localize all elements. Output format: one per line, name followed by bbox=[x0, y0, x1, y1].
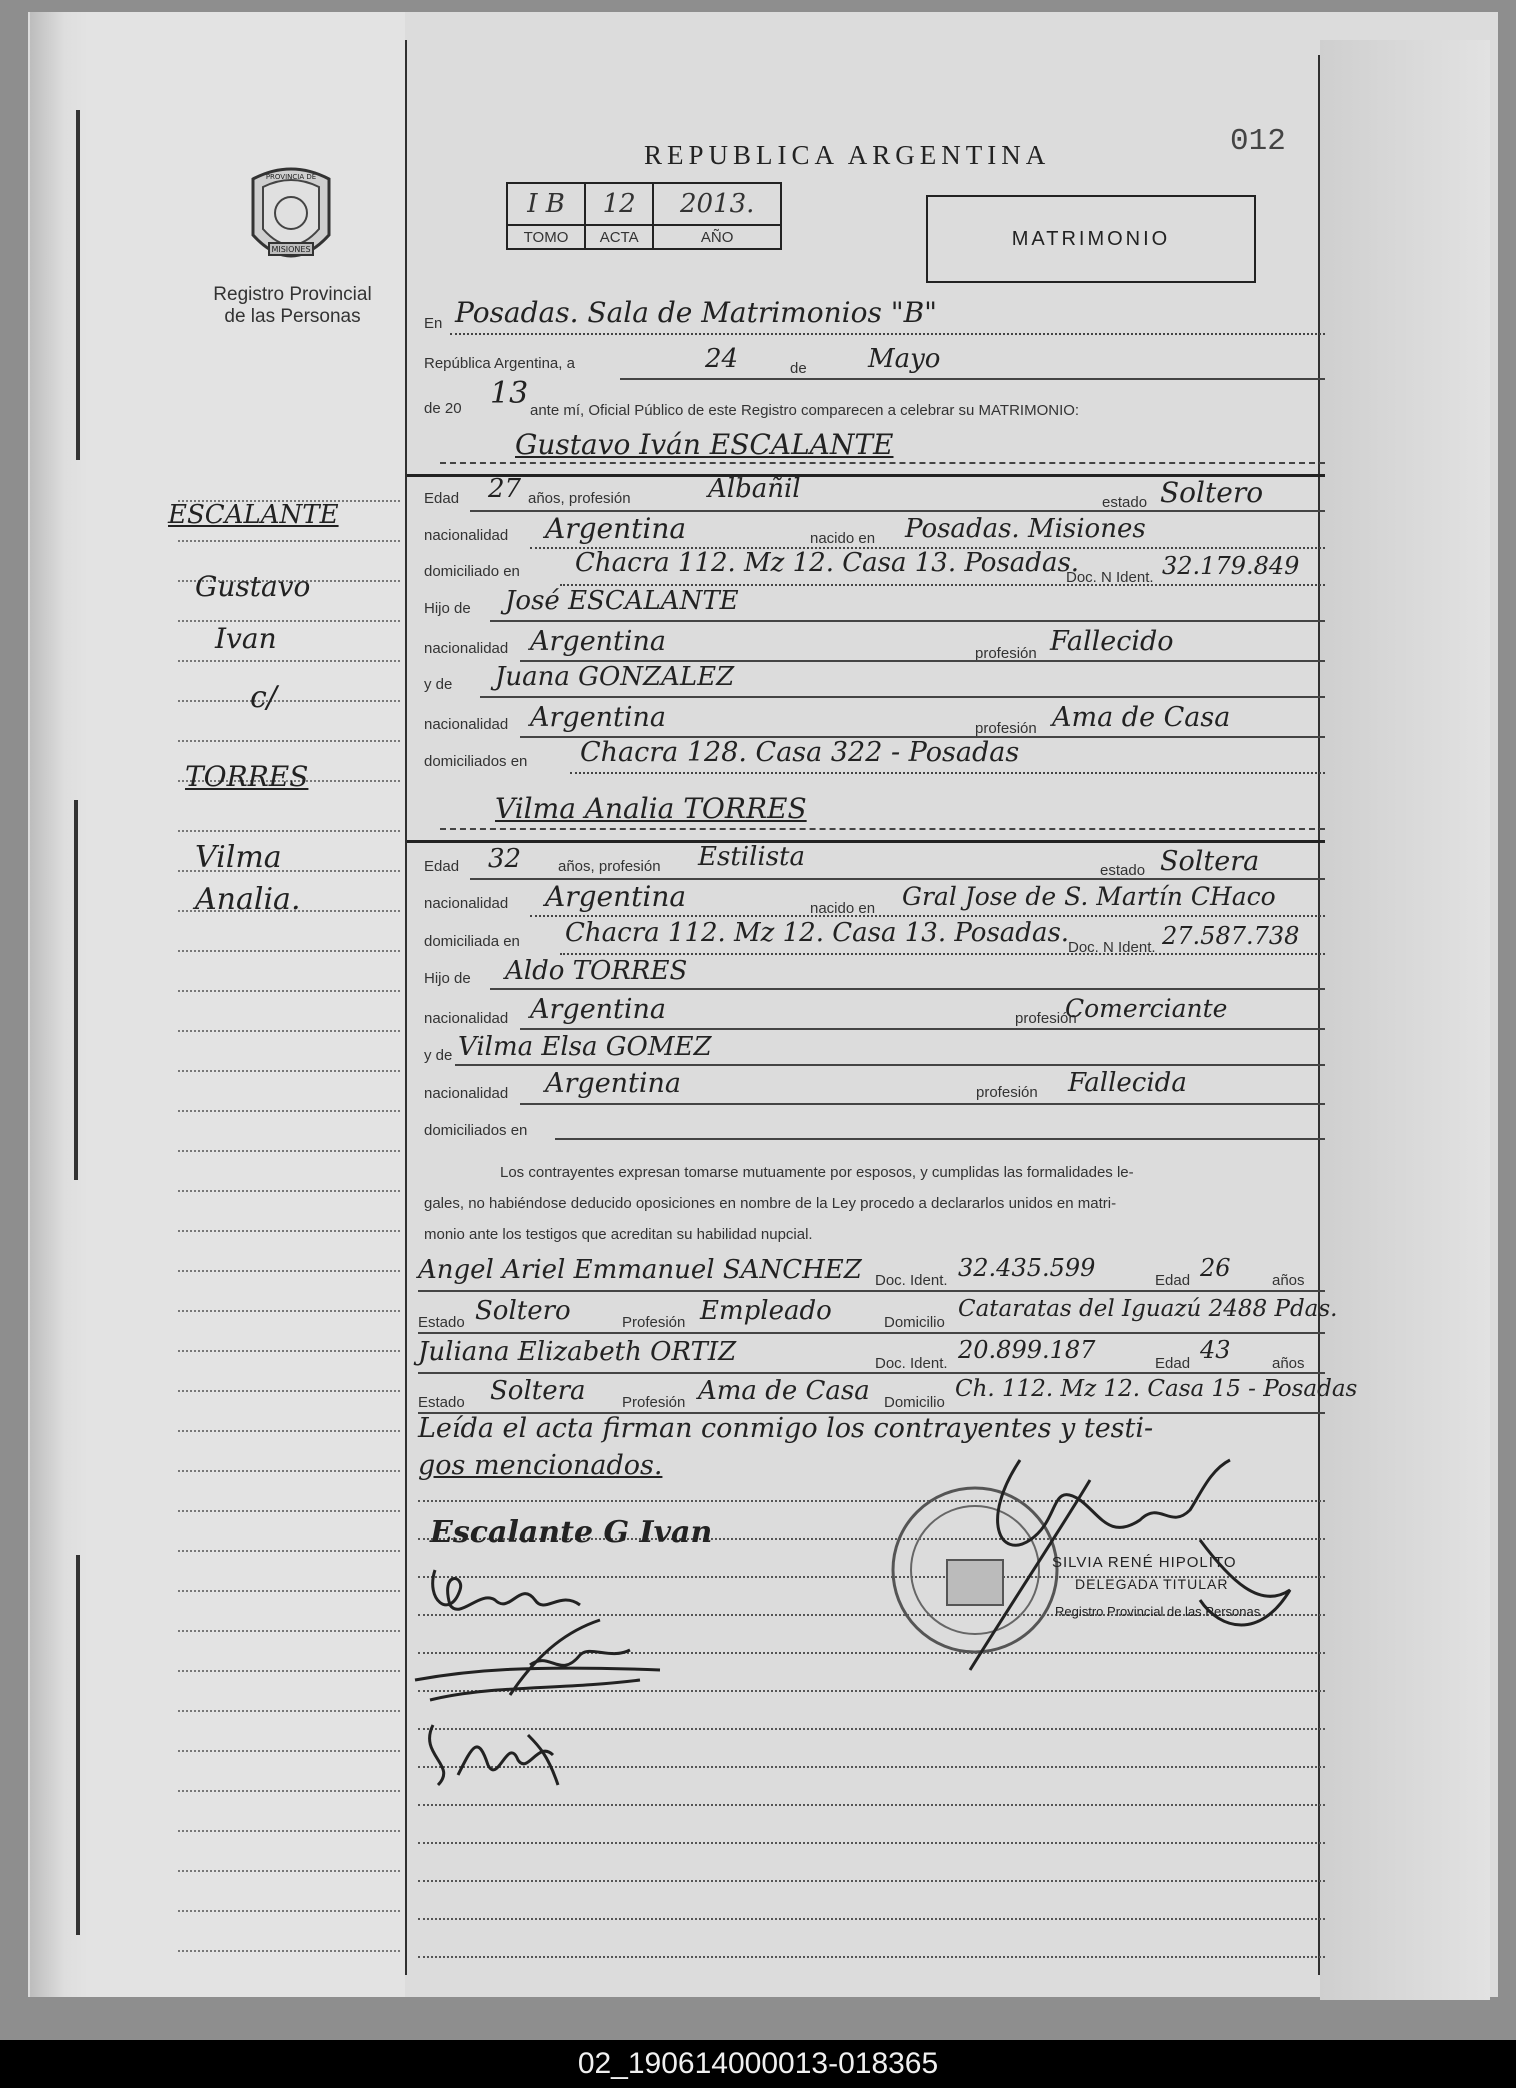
bride-father-nationality: Argentina bbox=[530, 994, 667, 1025]
groom-address: Chacra 112. Mz 12. Casa 13. Posadas. bbox=[575, 548, 1080, 578]
groom-parents-address: Chacra 128. Casa 322 - Posadas bbox=[580, 737, 1020, 768]
svg-text:PROVINCIA DE: PROVINCIA DE bbox=[265, 173, 317, 181]
label-domiciliado: domiciliado en bbox=[424, 563, 520, 580]
closing-line-1: Leída el acta firman conmigo los contrayentes y testi- bbox=[418, 1413, 1154, 1444]
groom-nationality: Argentina bbox=[545, 512, 687, 545]
act-type-box: MATRIMONIO bbox=[926, 195, 1256, 283]
margin-note-surname: ESCALANTE bbox=[168, 500, 339, 530]
margin-rule bbox=[178, 1070, 400, 1072]
margin-rule bbox=[178, 950, 400, 952]
folio-number: 012 bbox=[1230, 124, 1286, 159]
official-office: Registro Provincial de las Personas bbox=[1055, 1604, 1261, 1619]
label-republica: República Argentina, a bbox=[424, 355, 575, 372]
label-anos: años bbox=[1272, 1272, 1305, 1289]
label-profesion: profesión bbox=[976, 1084, 1038, 1101]
bride-father: Aldo TORRES bbox=[505, 956, 688, 986]
label-estado: Estado bbox=[418, 1314, 465, 1331]
label-estado: estado bbox=[1100, 862, 1146, 879]
groom-status: Soltero bbox=[1160, 476, 1264, 509]
margin-note-firstname-2: Vilma bbox=[195, 840, 282, 875]
label-year: de 20 bbox=[424, 400, 462, 417]
sheet-edge bbox=[1320, 40, 1490, 2000]
margin-rule bbox=[178, 620, 400, 622]
tomo-label: TOMO bbox=[507, 225, 585, 249]
svg-text:MISIONES: MISIONES bbox=[271, 245, 311, 254]
rule bbox=[560, 953, 1325, 955]
declaration-line-1: Los contrayentes expresan tomarse mutuamente por esposos, y cumplidas las formalidades le- bbox=[500, 1164, 1134, 1181]
declaration-line-3: monio ante los testigos que acreditan su habilidad nupcial. bbox=[424, 1226, 813, 1243]
margin-rule bbox=[178, 990, 400, 992]
bride-mother-nationality: Argentina bbox=[545, 1068, 682, 1099]
label-profesion: Profesión bbox=[622, 1394, 686, 1411]
witness1-signature bbox=[410, 1610, 670, 1710]
declaration-line-2: gales, no habiéndose deducido oposiciones en nombre de la Ley procedo a declararlos unidos en matri- bbox=[424, 1195, 1117, 1212]
bride-mother-profession: Fallecida bbox=[1068, 1068, 1187, 1098]
label-profesion: Profesión bbox=[622, 1314, 686, 1331]
rule bbox=[520, 1103, 1325, 1105]
bride-birthplace: Gral Jose de S. Martín CHaco bbox=[902, 882, 1276, 911]
label-profesion: profesión bbox=[975, 720, 1037, 737]
label-yde: y de bbox=[424, 1047, 453, 1064]
label-profesion: años, profesión bbox=[528, 490, 631, 507]
margin-note-middlename: Ivan bbox=[215, 622, 277, 655]
ceremony-day: 24 bbox=[705, 344, 739, 374]
signature-rule bbox=[418, 1918, 1325, 1920]
margin-rule bbox=[178, 1470, 400, 1472]
bride-address: Chacra 112. Mz 12. Casa 13. Posadas. bbox=[565, 918, 1070, 948]
witness2-status: Soltera bbox=[490, 1376, 586, 1406]
bride-status: Soltera bbox=[1160, 846, 1260, 877]
signature-rule bbox=[418, 1880, 1325, 1882]
groom-father: José ESCALANTE bbox=[505, 586, 739, 616]
witness1-doc: 32.435.599 bbox=[958, 1254, 1096, 1282]
groom-profession: Albañil bbox=[708, 474, 801, 504]
ceremony-place: Posadas. Sala de Matrimonios "B" bbox=[455, 296, 938, 329]
rule bbox=[418, 1332, 1325, 1334]
margin-rule bbox=[178, 1030, 400, 1032]
bride-age: 32 bbox=[488, 844, 522, 874]
label-domiciliados: domiciliados en bbox=[424, 1122, 528, 1139]
margin-note-firstname: Gustavo bbox=[195, 570, 311, 603]
label-nacionalidad: nacionalidad bbox=[424, 640, 509, 657]
label-en: En bbox=[424, 315, 443, 332]
witness2-profession: Ama de Casa bbox=[698, 1376, 870, 1406]
margin-rule bbox=[178, 1310, 400, 1312]
label-de: de bbox=[790, 360, 807, 377]
label-edad: Edad bbox=[1155, 1355, 1191, 1372]
rule bbox=[418, 1372, 1325, 1374]
margin-rule bbox=[178, 660, 400, 662]
margin-rule bbox=[178, 1270, 400, 1272]
rule bbox=[450, 333, 1325, 335]
republic-heading: REPUBLICA ARGENTINA bbox=[644, 140, 1051, 170]
margin-rule bbox=[178, 1510, 400, 1512]
margin-rule bbox=[178, 1630, 400, 1632]
witness2-name: Juliana Elizabeth ORTIZ bbox=[418, 1337, 737, 1367]
bride-doc: 27.587.738 bbox=[1162, 922, 1300, 950]
label-estado: Estado bbox=[418, 1394, 465, 1411]
column-divider bbox=[405, 40, 407, 1975]
witness2-age: 43 bbox=[1200, 1336, 1231, 1364]
label-domicilio: Domicilio bbox=[884, 1314, 945, 1331]
groom-mother-profession: Ama de Casa bbox=[1052, 702, 1231, 733]
groom-birthplace: Posadas. Misiones bbox=[905, 514, 1146, 544]
margin-rule bbox=[178, 1230, 400, 1232]
label-domicilio: Domicilio bbox=[884, 1394, 945, 1411]
margin-rule bbox=[178, 1390, 400, 1392]
groom-mother-nationality: Argentina bbox=[530, 702, 667, 733]
margin-rule bbox=[178, 1190, 400, 1192]
label-nacionalidad: nacionalidad bbox=[424, 895, 509, 912]
label-hijo: Hijo de bbox=[424, 970, 471, 987]
margin-rule bbox=[178, 1350, 400, 1352]
margin-rule bbox=[178, 1550, 400, 1552]
witness1-age: 26 bbox=[1200, 1254, 1231, 1282]
label-domiciliada: domiciliada en bbox=[424, 933, 520, 950]
margin-rule bbox=[178, 540, 400, 542]
label-doc: Doc. N Ident. bbox=[1068, 939, 1156, 956]
ceremony-month: Mayo bbox=[868, 344, 941, 374]
witness1-status: Soltero bbox=[475, 1296, 571, 1326]
label-profesion: años, profesión bbox=[558, 858, 661, 875]
scan-id-footer: 02_190614000013-018365 bbox=[0, 2040, 1516, 2088]
official-title: DELEGADA TITULAR bbox=[1075, 1576, 1229, 1592]
margin-rule bbox=[178, 1750, 400, 1752]
rule bbox=[418, 1290, 1325, 1292]
anio-label: AÑO bbox=[653, 225, 781, 249]
label-nacido: nacido en bbox=[810, 530, 876, 547]
rule bbox=[490, 988, 1325, 990]
margin-rule bbox=[178, 1710, 400, 1712]
margin-note-conjunction: c/ bbox=[250, 680, 277, 715]
margin-rule bbox=[178, 1430, 400, 1432]
label-profesion: profesión bbox=[975, 645, 1037, 662]
margin-rule bbox=[178, 830, 400, 832]
margin-rule bbox=[178, 1950, 400, 1952]
official-name: SILVIA RENÉ HIPOLITO bbox=[1052, 1554, 1237, 1571]
label-nacionalidad: nacionalidad bbox=[424, 716, 509, 733]
groom-mother: Juana GONZALEZ bbox=[495, 662, 735, 692]
witness2-signature bbox=[418, 1715, 578, 1795]
rule bbox=[570, 772, 1325, 774]
label-doc: Doc. N Ident. bbox=[1066, 569, 1154, 586]
bride-mother: Vilma Elsa GOMEZ bbox=[458, 1032, 712, 1062]
margin-rule bbox=[178, 740, 400, 742]
margin-rule bbox=[178, 1910, 400, 1912]
witness2-doc: 20.899.187 bbox=[958, 1336, 1096, 1364]
margin-rule bbox=[178, 1790, 400, 1792]
rule bbox=[480, 696, 1325, 698]
label-edad: Edad bbox=[1155, 1272, 1191, 1289]
binding-stitch bbox=[76, 1555, 80, 1935]
witness1-profession: Empleado bbox=[700, 1296, 832, 1326]
rule bbox=[440, 462, 1325, 464]
bride-father-profession: Comerciante bbox=[1065, 994, 1228, 1023]
margin-rule bbox=[178, 1830, 400, 1832]
rule bbox=[530, 915, 1325, 917]
ceremony-year: 13 bbox=[490, 376, 529, 411]
margin-rule bbox=[178, 1590, 400, 1592]
signature-rule bbox=[418, 1956, 1325, 1958]
rule bbox=[520, 1028, 1325, 1030]
closing-line-2: gos mencionados. bbox=[418, 1450, 663, 1481]
label-domiciliados: domiciliados en bbox=[424, 753, 528, 770]
label-estado: estado bbox=[1102, 494, 1148, 511]
label-profesion: profesión bbox=[1015, 1010, 1077, 1027]
section-divider bbox=[407, 840, 1325, 843]
groom-age: 27 bbox=[488, 474, 522, 504]
witness2-address: Ch. 112. Mz 12. Casa 15 - Posadas bbox=[955, 1376, 1358, 1402]
bride-profession: Estilista bbox=[698, 842, 806, 872]
witness1-address: Cataratas del Iguazú 2488 Pdas. bbox=[958, 1296, 1338, 1322]
intro-text: ante mí, Oficial Público de este Registro comparecen a celebrar su MATRIMONIO: bbox=[530, 402, 1080, 419]
witness1-name: Angel Ariel Emmanuel SANCHEZ bbox=[418, 1255, 862, 1285]
label-doc-ident: Doc. Ident. bbox=[875, 1355, 948, 1372]
margin-note-middlename-2: Analia. bbox=[195, 882, 301, 917]
groom-father-profession: Fallecido bbox=[1050, 626, 1174, 657]
label-nacionalidad: nacionalidad bbox=[424, 1085, 509, 1102]
bride-nationality: Argentina bbox=[545, 880, 687, 913]
record-box bbox=[506, 182, 782, 250]
acta-value: 12 bbox=[585, 183, 653, 225]
rule bbox=[555, 1138, 1325, 1140]
right-border bbox=[1318, 55, 1320, 1975]
anio-value: 2013. bbox=[653, 183, 781, 225]
acta-label: ACTA bbox=[585, 225, 653, 249]
groom-signature: Escalante G Ivan bbox=[430, 1515, 713, 1550]
label-anos: años bbox=[1272, 1355, 1305, 1372]
rule bbox=[490, 620, 1325, 622]
registry-name-line2: de las Personas bbox=[224, 306, 361, 327]
label-doc-ident: Doc. Ident. bbox=[875, 1272, 948, 1289]
label-nacionalidad: nacionalidad bbox=[424, 527, 509, 544]
binding-stitch bbox=[76, 110, 80, 460]
label-yde: y de bbox=[424, 676, 453, 693]
label-hijo: Hijo de bbox=[424, 600, 471, 617]
signature-rule bbox=[418, 1842, 1325, 1844]
rule bbox=[455, 1064, 1325, 1066]
margin-rule bbox=[178, 1110, 400, 1112]
label-nacionalidad: nacionalidad bbox=[424, 1010, 509, 1027]
margin-rule bbox=[178, 1670, 400, 1672]
label-edad: Edad bbox=[424, 858, 460, 875]
tomo-value: I B bbox=[507, 183, 585, 225]
signature-rule bbox=[418, 1804, 1325, 1806]
margin-rule bbox=[178, 1870, 400, 1872]
rule bbox=[440, 828, 1325, 830]
groom-doc: 32.179.849 bbox=[1162, 552, 1300, 580]
rule bbox=[620, 378, 1325, 380]
label-nacido: nacido en bbox=[810, 900, 876, 917]
label-edad: Edad bbox=[424, 490, 460, 507]
bride-name: Vilma Analia TORRES bbox=[495, 792, 807, 825]
groom-father-nationality: Argentina bbox=[530, 626, 667, 657]
margin-rule bbox=[178, 1150, 400, 1152]
binding-stitch bbox=[74, 800, 78, 1180]
groom-name: Gustavo Iván ESCALANTE bbox=[515, 428, 894, 461]
margin-rule bbox=[178, 700, 400, 702]
registry-name-line1: Registro Provincial bbox=[213, 284, 372, 305]
misiones-coat-of-arms-icon bbox=[245, 165, 337, 273]
margin-note-surname-2: TORRES bbox=[185, 760, 309, 793]
